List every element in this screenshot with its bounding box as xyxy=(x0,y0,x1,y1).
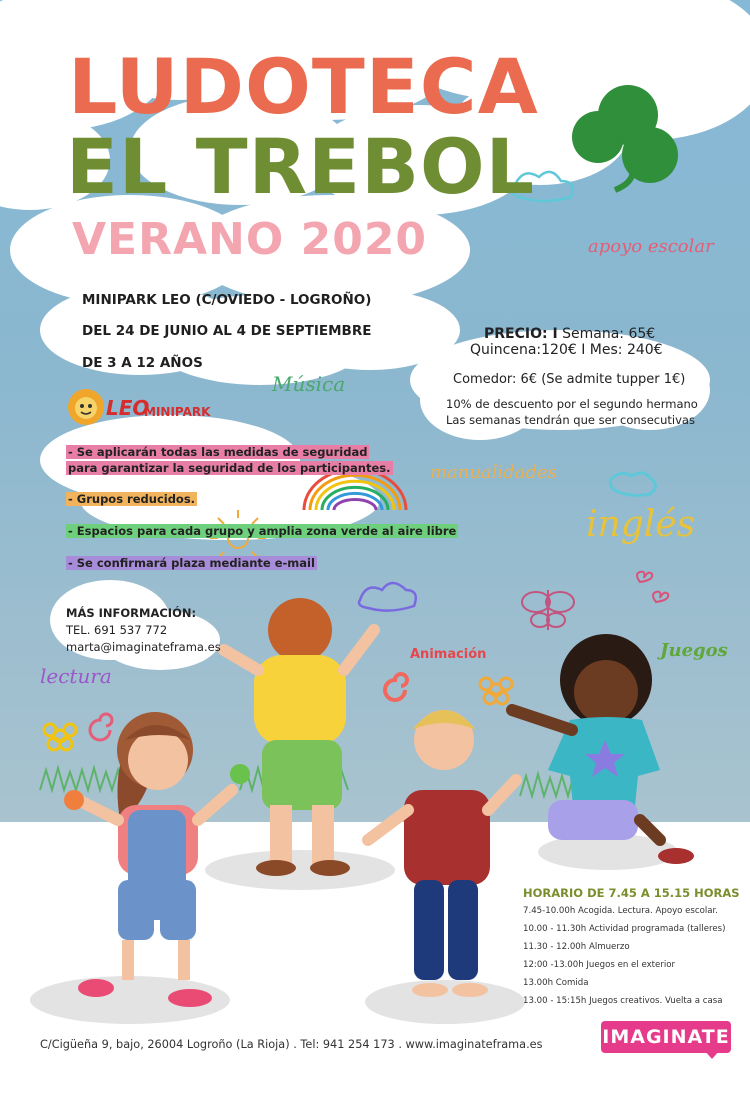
doodle-word-manualidades: manualidades xyxy=(430,462,557,483)
price-label: PRECIO: I xyxy=(484,326,558,342)
spiral-icon-2 xyxy=(90,714,112,740)
child-illustration-boy-center xyxy=(368,710,516,997)
schedule-item: 13.00h Comida xyxy=(523,978,589,988)
hearts-icon xyxy=(637,572,668,602)
logo-word: LEO xyxy=(106,396,150,420)
bullet-security-2: para garantizar la seguridad de los participantes. xyxy=(68,461,391,475)
schedule-title: HORARIO DE 7.45 A 15.15 HORAS xyxy=(523,886,740,900)
child-illustration-girl-right xyxy=(512,634,694,864)
doodle-word-lectura: lectura xyxy=(40,664,112,688)
discount-line-2: Las semanas tendrán que ser consecutivas xyxy=(446,413,695,427)
child-illustration-boy-yellow xyxy=(224,598,374,876)
price-line-2: Quincena:120€ I Mes: 240€ xyxy=(470,342,663,358)
price-comedor: Comedor: 6€ (Se admite tupper 1€) xyxy=(453,372,686,387)
bullet-confirm: - Se confirmará plaza mediante e-mail xyxy=(68,556,315,570)
doodle-word-musica: Música xyxy=(272,372,346,396)
contact-heading: MÁS INFORMACIÓN: xyxy=(66,606,197,620)
bullet-security-1: - Se aplicarán todas las medidas de seguridad xyxy=(68,445,368,459)
doodle-cloud-icon-2 xyxy=(359,583,416,611)
location-dates: DEL 24 DE JUNIO AL 4 DE SEPTIEMBRE xyxy=(82,323,372,339)
bullet-groups: - Grupos reducidos. xyxy=(68,492,196,506)
floor-shadow-2 xyxy=(205,850,395,890)
footer-address: C/Cigüeña 9, bajo, 26004 Logroño (La Rioja) . Tel: 941 254 173 . www.imaginateframa.es xyxy=(40,1038,543,1051)
schedule-item: 13.00 - 15:15h Juegos creativos. Vuelta a casa xyxy=(523,996,723,1006)
doodle-word-animacion: Animación xyxy=(410,647,487,662)
logo-sub: MINIPARK xyxy=(144,405,211,419)
brand-logo: IMAGINATE xyxy=(601,1021,731,1053)
contact-tel: TEL. 691 537 772 xyxy=(66,623,168,637)
doodle-word-ingles: inglés xyxy=(586,504,696,545)
contact-email[interactable]: marta@imaginateframa.es xyxy=(66,640,221,654)
flower-icon xyxy=(480,678,512,704)
schedule-item: 11.30 - 12.00h Almuerzo xyxy=(523,942,630,952)
doodle-word-juegos: Juegos xyxy=(660,640,728,661)
flower-icon-2 xyxy=(44,724,76,750)
title-line-1: LUDOTECA xyxy=(68,42,539,131)
schedule-item: 10.00 - 11.30h Actividad programada (talleres) xyxy=(523,924,726,934)
price-week: Semana: 65€ xyxy=(557,326,656,342)
brand-logo-tail xyxy=(704,1050,720,1059)
location-ages: DE 3 A 12 AÑOS xyxy=(82,355,203,371)
discount-line-1: 10% de descuento por el segundo hermano xyxy=(446,397,698,411)
bullet-spaces: - Espacios para cada grupo y amplia zona verde al aire libre xyxy=(68,524,457,538)
butterfly-icon xyxy=(522,590,574,630)
schedule-item: 12:00 -13.00h Juegos en el exterior xyxy=(523,960,676,970)
subtitle: VERANO 2020 xyxy=(72,214,428,265)
doodle-word-apoyo: apoyo escolar xyxy=(588,236,714,257)
spiral-icon xyxy=(385,674,407,700)
title-line-2: EL TREBOL xyxy=(66,122,536,211)
price-line-1 xyxy=(484,326,655,342)
location-place: MINIPARK LEO (C/OVIEDO - LOGROÑO) xyxy=(82,292,372,308)
schedule-item: 7.45-10.00h Acogida. Lectura. Apoyo escolar. xyxy=(523,906,719,916)
doodle-cloud-icon-3 xyxy=(610,473,655,496)
